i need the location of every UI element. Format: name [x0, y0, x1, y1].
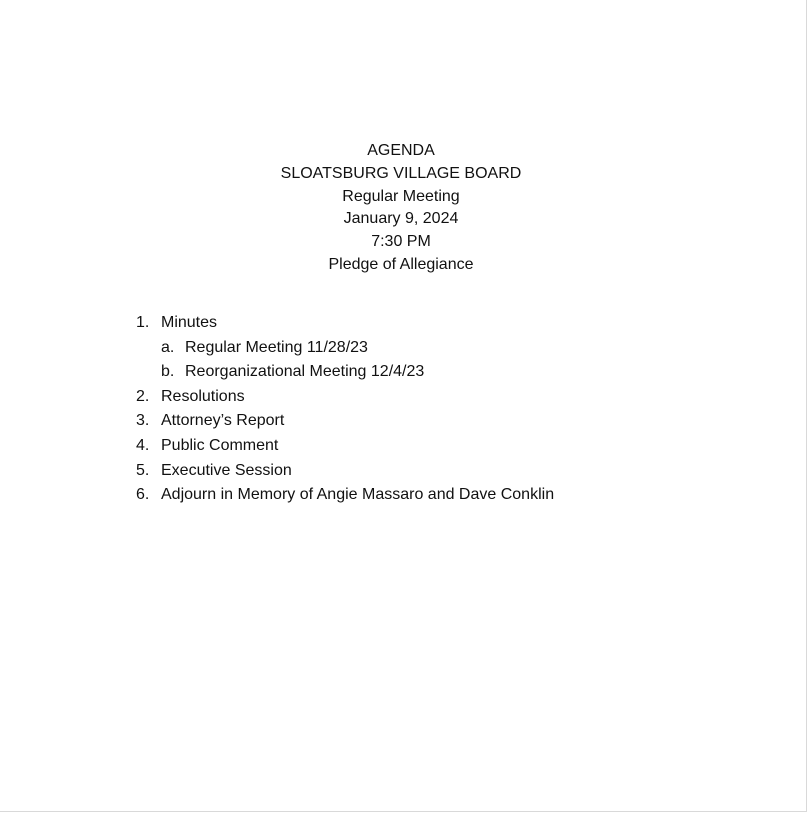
agenda-list [136, 311, 756, 508]
agenda-item-executive-session [136, 459, 756, 484]
agenda-item-adjourn [136, 483, 756, 508]
meeting-time: 7:30 PM [371, 233, 431, 251]
agenda-title: AGENDA [367, 142, 435, 159]
item-label: Minutes [161, 314, 218, 331]
meeting-date: January 9, 2024 [343, 210, 459, 228]
meeting-type: Regular Meeting [342, 187, 460, 205]
item-number: 2. [136, 387, 150, 405]
agenda-subitem-regular-meeting [136, 336, 756, 361]
agenda-item-public-comment [136, 434, 756, 459]
item-number: 4. [136, 436, 150, 454]
item-label: Resolutions [161, 387, 245, 405]
item-number: 3. [136, 412, 150, 430]
item-label: Executive Session [161, 461, 292, 479]
agenda-item-minutes [136, 311, 756, 336]
agenda-header [0, 140, 802, 277]
subitem-letter: b. [161, 363, 175, 381]
item-number: 6. [136, 486, 150, 504]
board-name: SLOATSBURG VILLAGE BOARD [280, 164, 522, 182]
item-number: 1. [136, 314, 150, 331]
item-number: 5. [136, 461, 150, 479]
agenda-subitem-reorganizational-meeting [136, 360, 756, 385]
agenda-item-attorneys-report [136, 409, 756, 434]
subitem-letter: a. [161, 338, 175, 356]
item-label: Attorney’s Report [161, 412, 285, 430]
item-label: Public Comment [161, 436, 279, 454]
agenda-item-resolutions [136, 385, 756, 410]
subitem-label: Reorganizational Meeting 12/4/23 [185, 363, 425, 381]
subitem-label: Regular Meeting 11/28/23 [185, 338, 368, 356]
item-label: Adjourn in Memory of Angie Massaro and Dave Conklin [161, 486, 555, 504]
pledge-line: Pledge of Allegiance [328, 255, 474, 273]
